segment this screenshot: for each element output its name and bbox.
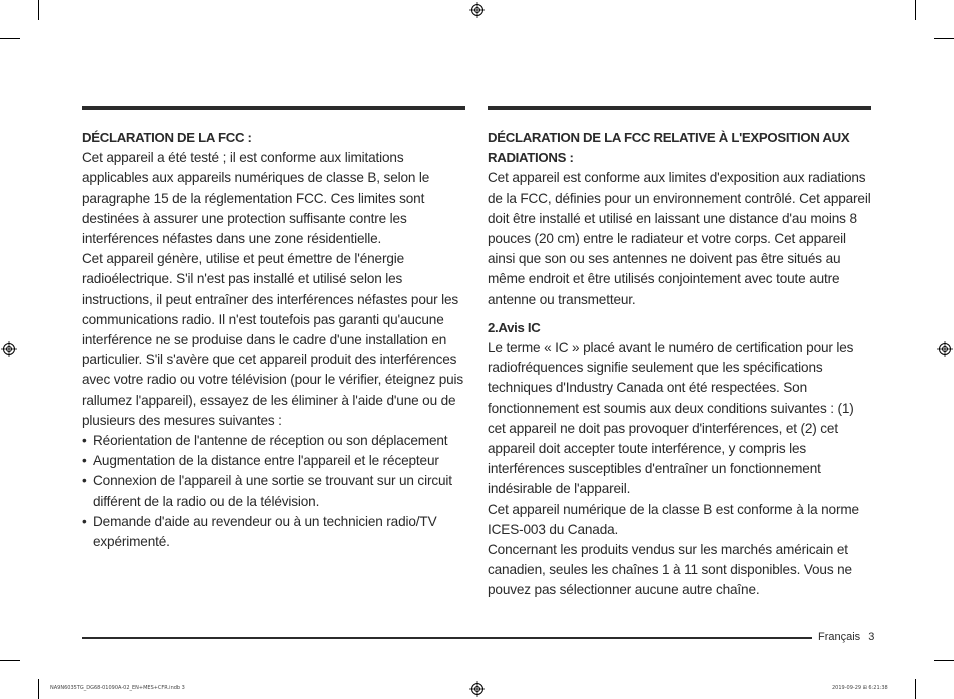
- fcc-radiation-heading: DÉCLARATION DE LA FCC RELATIVE À L'EXPOSITION AUX RADIATIONS :: [488, 130, 850, 166]
- page-number: 3: [868, 631, 875, 643]
- registration-mark-icon: [469, 2, 485, 18]
- crop-mark: [934, 38, 954, 39]
- left-column: [82, 128, 467, 552]
- footer-language: Français: [818, 631, 861, 643]
- list-item: • Connexion de l'appareil à une sortie se trouvant sur un circuit différent de la radio ou de la télévision.: [82, 471, 467, 511]
- ices-paragraph: Cet appareil numérique de la classe B est conforme à la norme ICES-003 du Canada.: [488, 501, 859, 537]
- print-slug-date: 2019-09-29 ⊞ 6:21:38: [832, 685, 888, 691]
- registration-mark-icon: [1, 341, 17, 357]
- list-item: • Demande d'aide au revendeur ou à un technicien radio/TV expérimenté.: [82, 512, 467, 552]
- list-item: • Réorientation de l'antenne de réception ou son déplacement: [82, 431, 467, 451]
- footer-rule: [82, 637, 812, 639]
- right-column: [488, 128, 872, 601]
- crop-mark: [915, 679, 916, 699]
- registration-mark-icon: [937, 341, 953, 357]
- radiation-exposure-paragraph: Cet appareil est conforme aux limites d'exposition aux radiations de la FCC, définies pour un environnement contrôlé. Cet appareil doit être installé et utilisé en laissant une distance d'au moins 8 pouces (20 cm) entre le radiateur et votre corps. Cet appareil ainsi que son ou ses antennes ne doivent pas être situés au même endroit et être utilisés conjointement avec toute autre antenne ou transmetteur.: [488, 170, 871, 307]
- crop-mark: [38, 679, 39, 699]
- ic-notice-paragraph: Le terme « IC » placé avant le numéro de certification pour les radiofréquences signifie seulement que les spécifications techniques d'Industry Canada ont été respectées. Son fonctionnement est soumis aux deux conditions suivantes : (1) cet appareil ne doit pas provoquer d'interférences, et (2) cet appareil doit accepter toute interférence, y compris les interférences susceptibles d'entraîner un fonctionnement indésirable de l'appareil.: [488, 340, 854, 497]
- list-item: • Augmentation de la distance entre l'appareil et le récepteur: [82, 451, 467, 471]
- page-footer: [818, 631, 874, 643]
- ic-notice-heading: 2.Avis IC: [488, 319, 541, 335]
- crop-mark: [0, 660, 20, 661]
- column-rule-left: [82, 106, 465, 110]
- print-slug-file: NA9N6035TG_DG68-01090A-02_EN+MES+CFR.indb 3: [50, 685, 185, 691]
- column-rule-right: [488, 106, 871, 110]
- channels-paragraph: Concernant les produits vendus sur les marchés américain et canadien, seules les chaînes 1 à 11 sont disponibles. Vous ne pouvez pas sélectionner aucune autre chaîne.: [488, 542, 852, 598]
- fcc-interference-paragraph: Cet appareil génère, utilise et peut émettre de l'énergie radioélectrique. S'il n'est pas installé et utilisé selon les instructions, il peut entraîner des interférences néfastes pour les communications radio. Il n'est toutefois pas garanti qu'aucune interférence ne se produise dans le cadre d'une installation en particulier. S'il s'avère que cet appareil produit des interférences avec votre radio ou votre télévision (pour le vérifier, éteignez puis rallumez l'appareil), essayez de les éliminer à l'aide d'une ou de plusieurs des mesures suivantes :: [82, 251, 464, 428]
- crop-mark: [0, 38, 20, 39]
- remedy-list: [82, 431, 467, 552]
- crop-mark: [934, 660, 954, 661]
- registration-mark-icon: [469, 681, 485, 697]
- crop-mark: [915, 0, 916, 20]
- fcc-declaration-heading: DÉCLARATION DE LA FCC :: [82, 130, 252, 145]
- crop-mark: [38, 0, 39, 20]
- fcc-compliance-paragraph: Cet appareil a été testé ; il est conforme aux limitations applicables aux appareils numériques de classe B, selon le paragraphe 15 de la réglementation FCC. Ces limites sont destinées à assurer une protection suffisante contre les interférences néfastes dans une zone résidentielle.: [82, 150, 430, 247]
